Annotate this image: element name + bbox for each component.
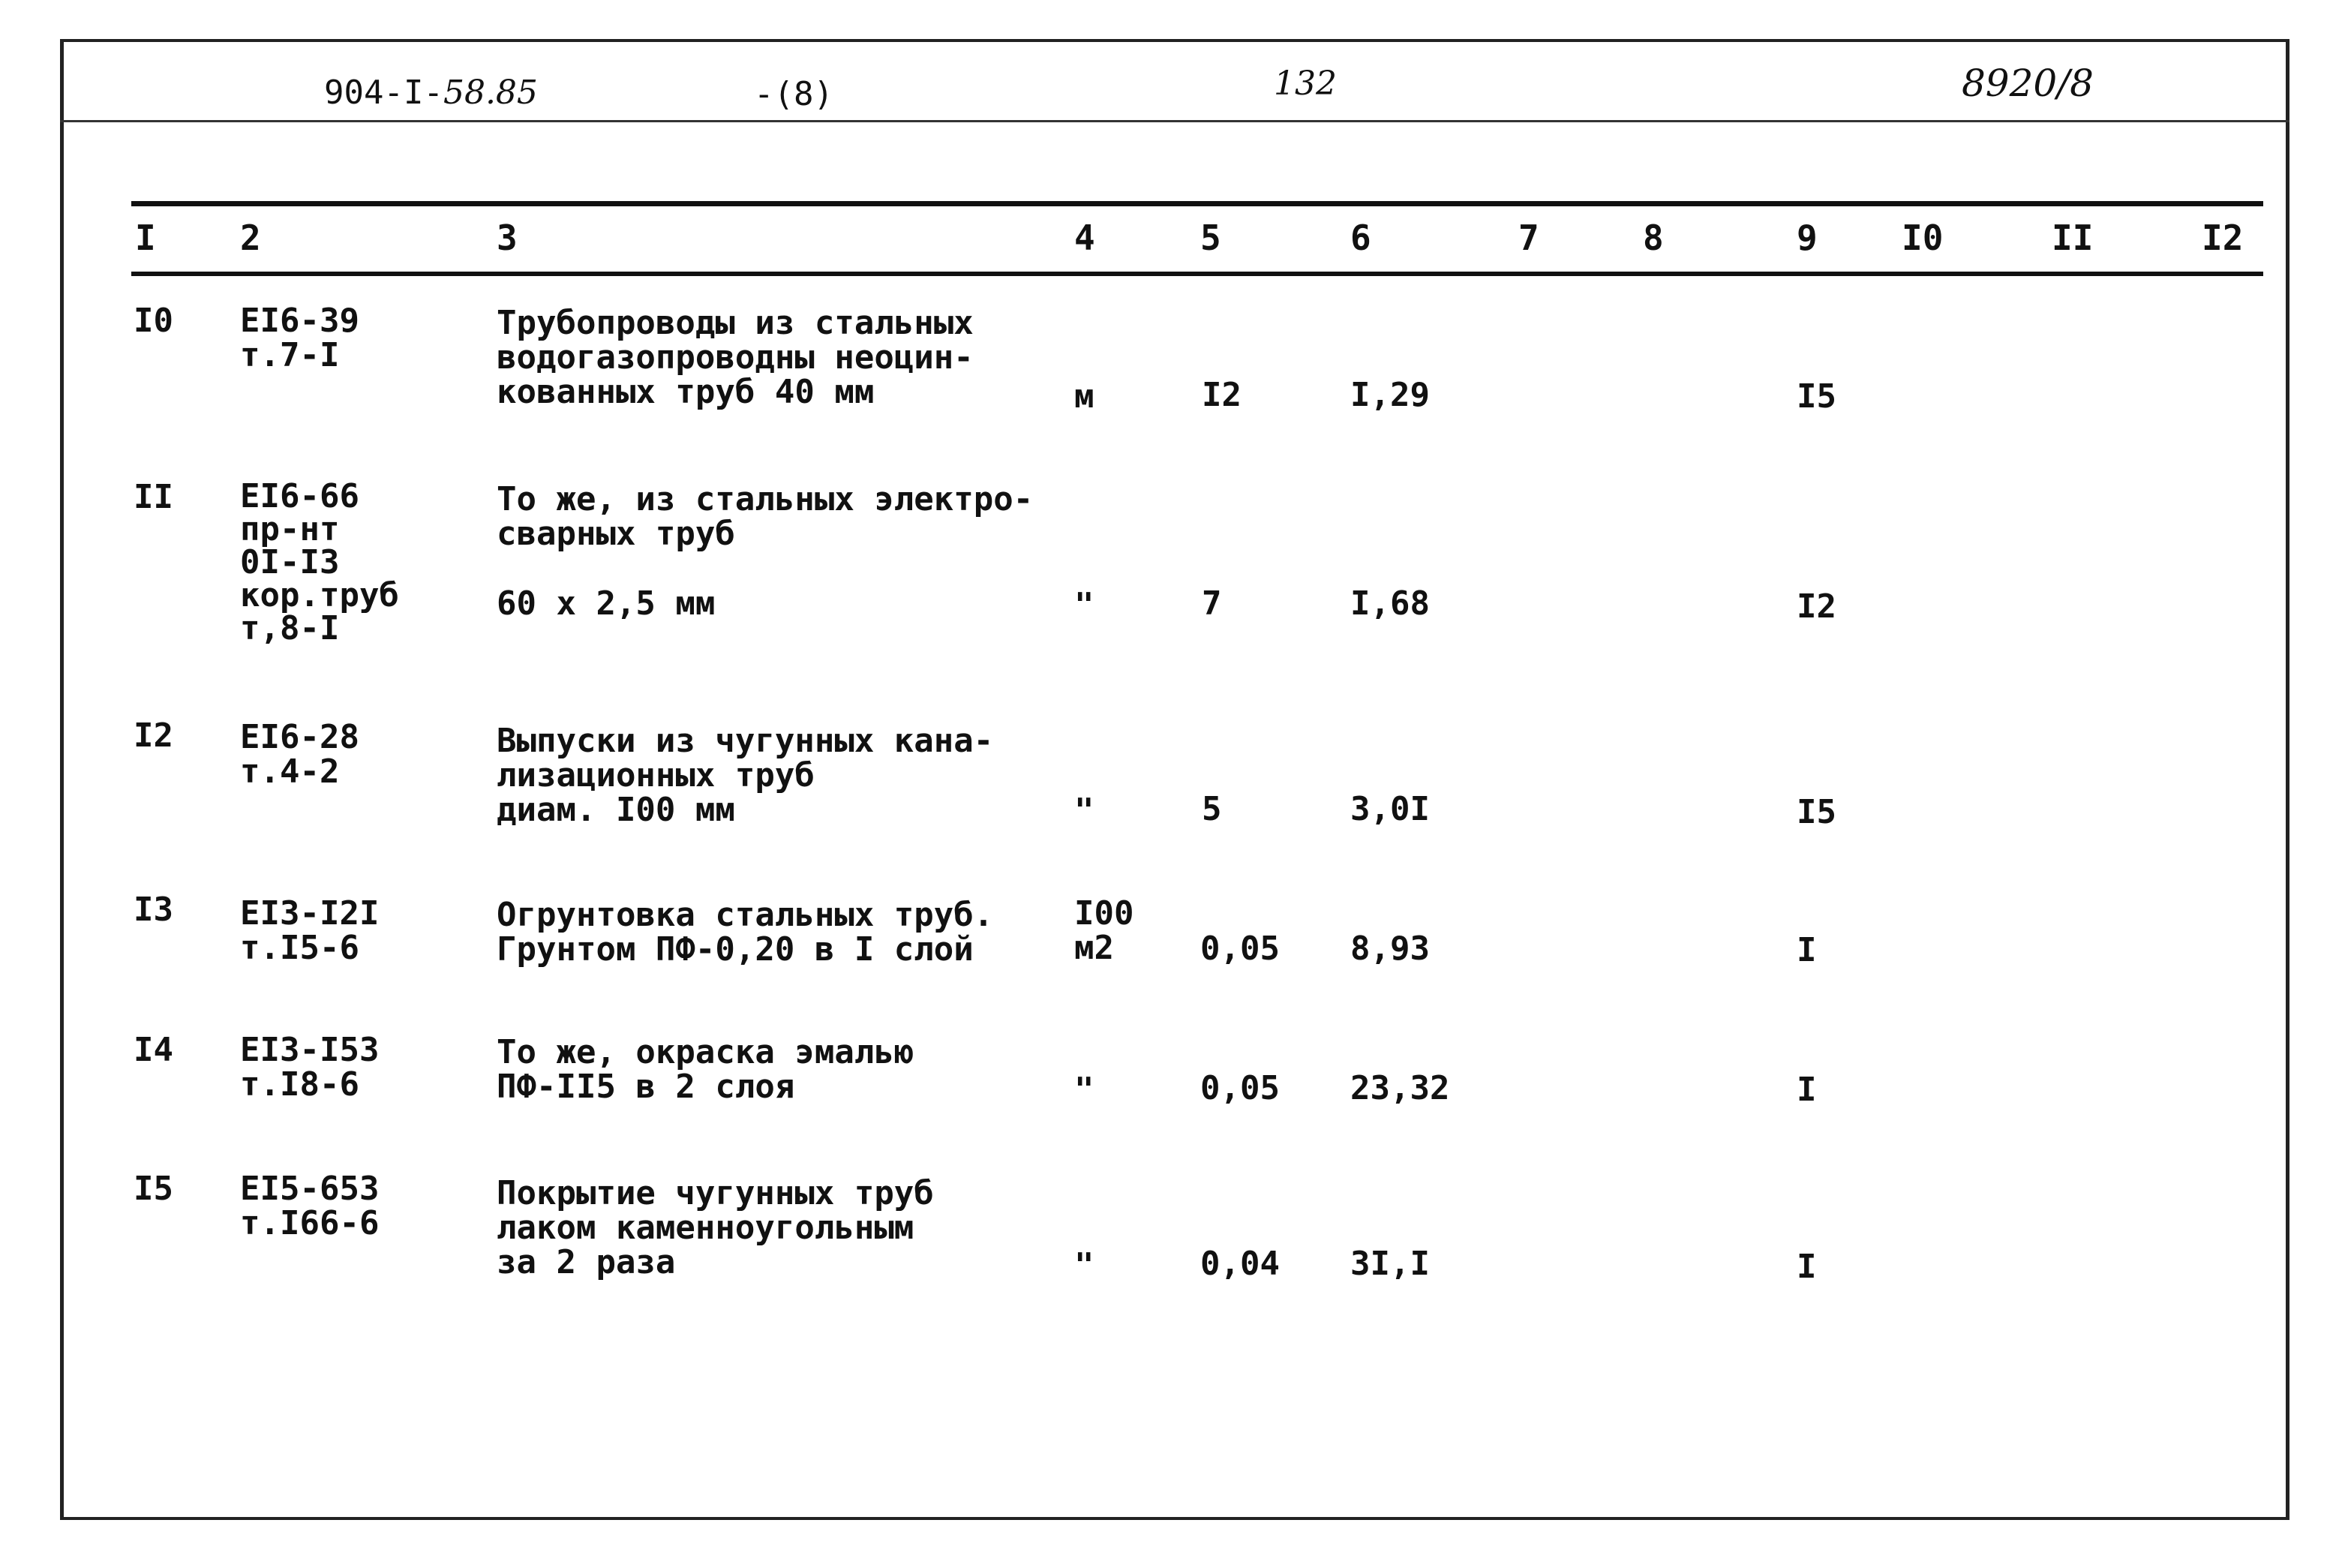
col-header-4: 4 <box>1074 218 1095 258</box>
col-header-6: 6 <box>1350 218 1371 258</box>
frame-bottom <box>60 1517 2289 1520</box>
section-number: -(8) <box>754 75 833 113</box>
row-description: Выпуски из чугунных кана- лизационных труб диам. I00 мм <box>497 722 994 829</box>
col-header-1: I <box>135 218 156 258</box>
col-header-3: 3 <box>497 218 518 258</box>
row-code: EI3-I53 т.I8-6 <box>240 1031 380 1104</box>
row-quantity: I2 <box>1202 376 1242 414</box>
row-number: I4 <box>134 1031 173 1069</box>
col-header-11: II <box>2052 218 2094 258</box>
row-quantity: 0,05 <box>1200 1069 1280 1107</box>
doc-prefix: 904-I- <box>324 74 443 112</box>
row-quantity: 7 <box>1202 584 1222 623</box>
row-description: То же, окраска эмалью ПФ-II5 в 2 слоя <box>497 1033 914 1106</box>
table-top-rule <box>131 201 2263 206</box>
row-unit: " <box>1074 1246 1094 1284</box>
col-header-8: 8 <box>1643 218 1664 258</box>
col-header-2: 2 <box>240 218 261 258</box>
row-price: 3,0I <box>1350 790 1430 828</box>
table-header-rule <box>131 272 2263 276</box>
row-unit: " <box>1074 1071 1094 1109</box>
row-price: 23,32 <box>1350 1069 1450 1107</box>
row-number: I2 <box>134 716 173 755</box>
row-description: То же, из стальных электро- сварных труб <box>497 480 1034 553</box>
page-frame <box>60 39 2289 1518</box>
row-number: I3 <box>134 891 173 929</box>
col-header-12: I2 <box>2202 218 2244 258</box>
row-code: EI3-I2I т.I5-6 <box>240 894 380 967</box>
row-code: EI6-28 т.4-2 <box>240 718 359 791</box>
row-number: I0 <box>134 302 173 340</box>
row-code: EI5-653 т.I66-6 <box>240 1170 380 1242</box>
row-unit: " <box>1074 792 1094 830</box>
row-description-size: 60 х 2,5 мм <box>497 584 716 623</box>
row-col9: I <box>1797 1248 1817 1286</box>
row-price: 8,93 <box>1350 930 1430 968</box>
col-header-10: I0 <box>1902 218 1944 258</box>
row-unit: I00 м2 <box>1074 894 1134 967</box>
row-col9: I5 <box>1797 793 1836 831</box>
col-header-9: 9 <box>1797 218 1818 258</box>
row-description: Трубопроводы из стальных водогазопроводны неоцин- кованных труб 40 мм <box>497 304 974 411</box>
row-unit: м <box>1074 377 1094 416</box>
inventory-number: 8920/8 <box>1962 62 2094 105</box>
row-quantity: 0,05 <box>1200 930 1280 968</box>
row-number: I5 <box>134 1170 173 1208</box>
col-header-5: 5 <box>1200 218 1221 258</box>
row-col9: I <box>1797 931 1817 969</box>
row-price: 3I,I <box>1350 1245 1430 1283</box>
row-price: I,29 <box>1350 376 1430 414</box>
row-description: Покрытие чугунных труб лаком каменноугольным за 2 раза <box>497 1174 934 1281</box>
row-col9: I5 <box>1797 377 1836 416</box>
row-col9: I2 <box>1797 587 1836 626</box>
row-description: Огрунтовка стальных труб. Грунтом ПФ-0,20 в I слой <box>497 896 994 969</box>
row-unit: " <box>1074 586 1094 624</box>
page-number: 132 <box>1274 65 1337 103</box>
row-quantity: 5 <box>1202 790 1222 828</box>
header-divider <box>60 120 2289 122</box>
doc-code <box>324 74 538 112</box>
row-code: EI6-66 пр-нт 0I-I3 кор.труб т,8-I <box>240 477 399 647</box>
row-number: II <box>134 478 173 516</box>
col-header-7: 7 <box>1518 218 1539 258</box>
doc-suffix: 58.85 <box>443 74 538 112</box>
row-code: EI6-39 т.7-I <box>240 302 359 374</box>
row-col9: I <box>1797 1071 1817 1109</box>
row-quantity: 0,04 <box>1200 1245 1280 1283</box>
row-price: I,68 <box>1350 584 1430 623</box>
